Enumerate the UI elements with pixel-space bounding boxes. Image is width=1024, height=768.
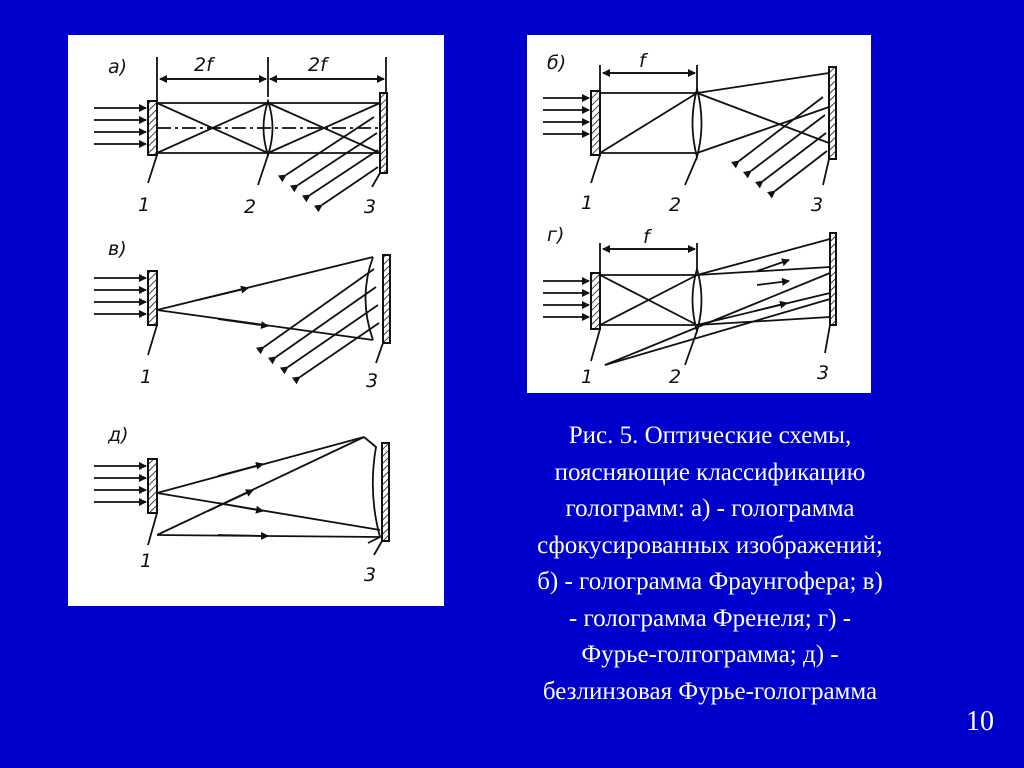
diagram-d-number-1: 1 [140, 550, 153, 572]
page-number: 10 [966, 706, 994, 737]
diagram-g-number-3: 3 [817, 362, 830, 384]
diagram-b-label: б) [547, 52, 567, 74]
right-figure-panel [527, 35, 871, 393]
diagram-d-number-3: 3 [364, 564, 377, 586]
diagram-a-number-2: 2 [244, 196, 257, 218]
diagram-v [94, 255, 390, 377]
diagram-g-label: г) [547, 224, 565, 246]
diagram-b-number-3: 3 [811, 194, 824, 216]
diagram-a-number-1: 1 [138, 194, 151, 216]
diagram-g-dim: f [643, 226, 650, 248]
left-figure-drawing [68, 35, 444, 606]
diagram-b-dim: f [639, 50, 646, 72]
diagram-v-label: в) [108, 238, 127, 260]
diagram-a-number-3: 3 [364, 196, 377, 218]
diagram-a-dim-1: 2f [194, 54, 213, 76]
figure-caption: Рис. 5. Оптические схемы, поясняющие классификацию голограмм: а) - голограмма сфокусированных изображений; б) - голограмма Фраунгофера; в) - голограмма Френеля; г) - Фурье-голгограмма; д) - безлинзовая Фурье-голограмма [537, 422, 883, 705]
diagram-g-number-1: 1 [581, 366, 594, 388]
diagram-a-label: а) [108, 56, 128, 78]
diagram-b-number-1: 1 [581, 192, 594, 214]
diagram-d-label: д) [108, 424, 129, 446]
diagram-a-dim-2: 2f [308, 54, 327, 76]
left-figure-panel [68, 35, 444, 606]
diagram-v-number-3: 3 [366, 370, 379, 392]
diagram-d [94, 437, 389, 555]
right-figure-drawing [527, 35, 871, 393]
diagram-g-number-2: 2 [669, 366, 682, 388]
diagram-b-number-2: 2 [669, 194, 682, 216]
diagram-g [543, 233, 836, 365]
diagram-b [543, 65, 836, 191]
diagram-a [94, 57, 387, 205]
diagram-v-number-1: 1 [140, 366, 153, 388]
